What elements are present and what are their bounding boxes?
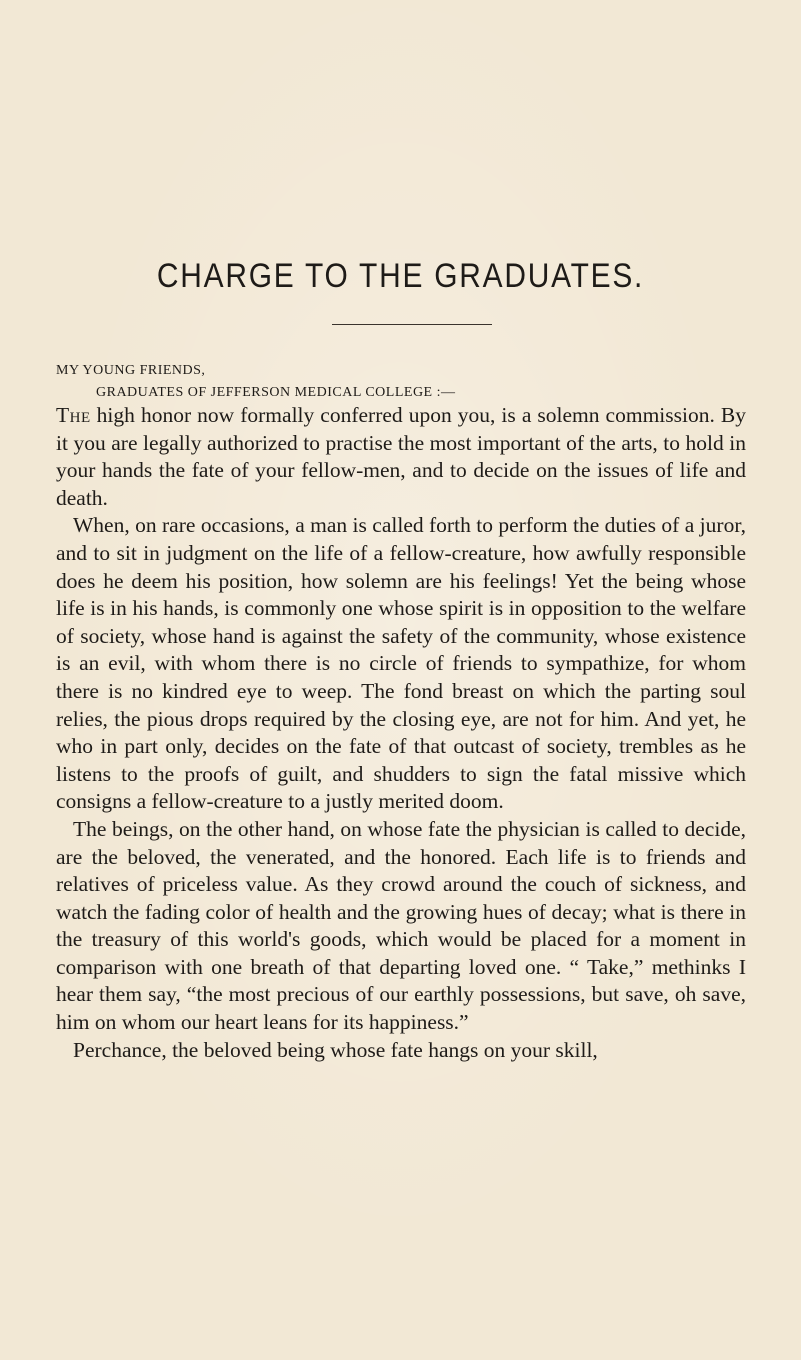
- paragraph-2: When, on rare occasions, a man is called forth to perform the duties of a juror, and to sit in judgment on the life of a fellow-creature, how awfully responsible does he deem his position, how solemn are his feelings! Yet the being whose life is in his hands, is commonly one whose spirit is in opposition to the welfare of society, whose hand is against the safety of the community, whose existence is an evil, with whom there is no circle of friends to sympathize, for whom there is no kindred eye to weep. The fond breast on which the parting soul relies, the pious drops required by the closing eye, are not for him. And yet, he who in part only, decides on the fate of that outcast of society, trembles as he listens to the proofs of guilt, and shudders to sign the fatal missive which consigns a fellow-creature to a justly merited doom.: [56, 513, 746, 814]
- body-text: [56, 402, 746, 1064]
- opening-word: The: [56, 403, 91, 427]
- title-divider: [332, 324, 492, 325]
- salutation-line-1: MY YOUNG FRIENDS,: [56, 363, 206, 378]
- page-title: CHARGE TO THE GRADUATES.: [156, 257, 645, 295]
- paragraph-1-text: high honor now formally conferred upon you, is a solemn commission. By it you are legally authorized to practise the most important of the arts, to hold in your hands the fate of your fellow-men, and to decide on the issues of life and death.: [56, 403, 746, 510]
- salutation: [56, 362, 756, 402]
- paragraph-1: [56, 402, 746, 512]
- paragraph-3: The beings, on the other hand, on whose fate the physician is called to decide, are the beloved, the venerated, and the honored. Each life is to friends and relatives of priceless value. As they crowd around the couch of sickness, and watch the fading color of health and the growing hues of decay; what is there in the treasury of this world's goods, which would be placed for a moment in comparison with one breath of that departing loved one. “ Take,” methinks I hear them say, “the most precious of our earthly possessions, but save, oh save, him on whom our heart leans for its happiness.”: [56, 816, 746, 1035]
- salutation-line-2: GRADUATES OF JEFFERSON MEDICAL COLLEGE :—: [96, 385, 456, 400]
- paragraph-4: Perchance, the beloved being whose fate hangs on your skill,: [73, 1037, 598, 1062]
